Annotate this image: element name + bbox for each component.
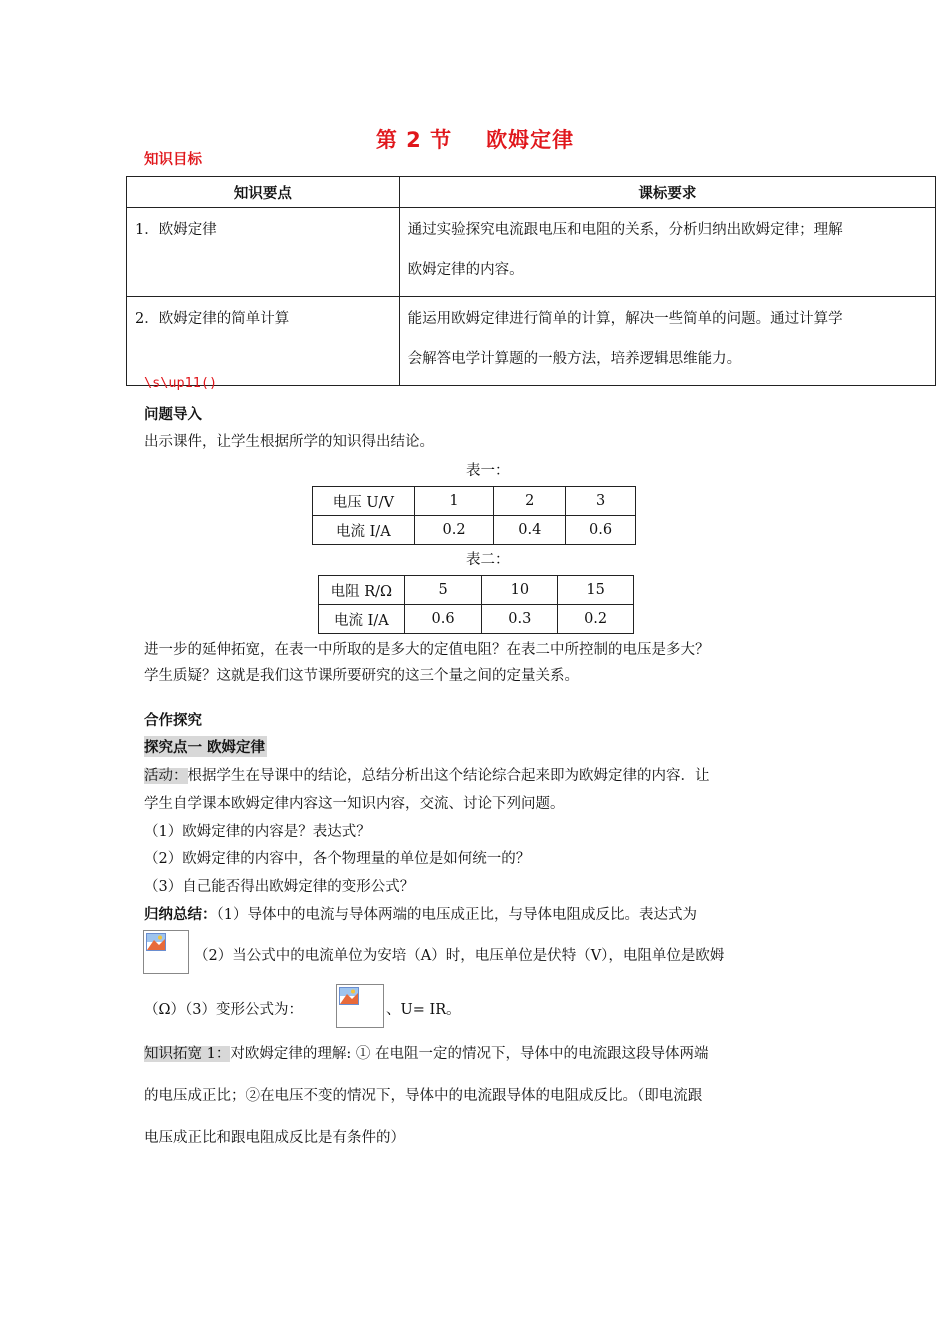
goal-point-cell	[127, 208, 400, 297]
table2-caption: 表二：	[466, 552, 510, 568]
goal-header-point: 知识要点	[127, 177, 400, 208]
goal-point-cell	[127, 297, 400, 386]
activity-line	[144, 764, 710, 785]
table-cell: 15	[558, 576, 634, 605]
table-cell: 0.3	[482, 605, 558, 634]
question-item: （2）欧姆定律的内容中，各个物理量的单位是如何统一的？	[144, 851, 531, 867]
table-cell: 0.6	[566, 516, 636, 545]
goal-requirement-line: 欧姆定律的内容。	[407, 262, 524, 278]
field-code-text: \s\up11()	[144, 375, 218, 391]
table-cell: 电压 U/V	[313, 487, 415, 516]
goal-point-text: 1．欧姆定律	[135, 222, 217, 238]
goal-requirement-cell	[399, 208, 935, 297]
extension-label: 知识拓宽 1：	[144, 1046, 231, 1062]
point1-heading: 探究点一 欧姆定律	[144, 736, 267, 757]
table1-caption: 表一：	[466, 463, 510, 479]
table-cell: 电阻 R/Ω	[319, 576, 405, 605]
section-number: 第 2 节	[375, 128, 453, 152]
section-name: 欧姆定律	[486, 128, 575, 152]
goal-table-row	[127, 297, 936, 386]
summary-text: （1）导体中的电流与导体两端的电压成正比，与导体电阻成反比。表达式为	[216, 907, 697, 923]
table-cell: 0.6	[404, 605, 482, 634]
resistance-current-table	[318, 575, 634, 634]
extend-question-line: 学生质疑？这就是我们这节课所要研究的这三个量之间的定量关系。	[144, 668, 579, 684]
extension-line: 的电压成正比；②在电压不变的情况下，导体中的电流跟导体的电阻成反比。（即电流跟	[144, 1088, 703, 1104]
activity-line: 学生自学课本欧姆定律内容这一知识内容，交流、讨论下列问题。	[144, 796, 565, 812]
activity-text: 根据学生在导课中的结论，总结分析出这个结论综合起来即为欧姆定律的内容．让	[187, 768, 710, 784]
extension-line: 电压成正比和跟电阻成反比是有条件的）	[144, 1130, 405, 1146]
summary-line	[144, 903, 697, 924]
question-item: （1）欧姆定律的内容是？表达式？	[144, 824, 371, 840]
summary-line: （2）当公式中的电流单位为安培（A）时，电压单位是伏特（V），电阻单位是欧姆	[194, 948, 725, 964]
knowledge-goal-heading: 知识目标	[144, 152, 202, 168]
knowledge-goal-table	[126, 176, 936, 386]
goal-requirement-cell	[399, 297, 935, 386]
extension-line	[144, 1042, 708, 1063]
summary-line: （Ω）（3）变形公式为：	[144, 1002, 303, 1018]
image-placeholder-icon	[339, 987, 359, 1005]
table-row	[319, 605, 634, 634]
summary-label: 归纳总结：	[144, 907, 217, 923]
extension-text: 对欧姆定律的理解: ① 在电阻一定的情况下，导体中的电流跟这段导体两端	[230, 1046, 709, 1062]
goal-requirement-line: 能运用欧姆定律进行简单的计算，解决一些简单的问题。通过计算学	[407, 311, 843, 327]
table-cell: 10	[482, 576, 558, 605]
goal-header-requirement: 课标要求	[399, 177, 935, 208]
intro-text: 出示课件，让学生根据所学的知识得出结论。	[144, 434, 434, 450]
table-cell: 0.2	[414, 516, 494, 545]
table-cell: 电流 I/A	[319, 605, 405, 634]
table-cell: 0.4	[494, 516, 566, 545]
formula-image-icon	[336, 984, 384, 1028]
table-cell: 5	[404, 576, 482, 605]
goal-requirement-line: 会解答电学计算题的一般方法，培养逻辑思维能力。	[407, 351, 742, 367]
activity-label: 活动：	[144, 768, 188, 784]
table-cell: 0.2	[558, 605, 634, 634]
table-row	[313, 516, 636, 545]
image-placeholder-icon	[146, 933, 166, 951]
table-row	[319, 576, 634, 605]
table-cell: 3	[566, 487, 636, 516]
goal-requirement-line: 通过实验探究电流跟电压和电阻的关系，分析归纳出欧姆定律；理解	[407, 222, 843, 238]
question-item: （3）自己能否得出欧姆定律的变形公式？	[144, 879, 415, 895]
table-row	[313, 487, 636, 516]
goal-table-row	[127, 208, 936, 297]
intro-heading: 问题导入	[144, 407, 202, 423]
summary-line: 、U= IR。	[386, 1002, 461, 1018]
goal-table-header-row	[127, 177, 936, 208]
table-cell: 2	[494, 487, 566, 516]
formula-image-icon	[143, 930, 189, 974]
goal-point-text: 2．欧姆定律的简单计算	[135, 311, 290, 327]
page-title	[0, 124, 950, 154]
table-cell: 1	[414, 487, 494, 516]
coop-heading: 合作探究	[144, 713, 202, 729]
extend-question-line: 进一步的延伸拓宽，在表一中所取的是多大的定值电阻？在表二中所控制的电压是多大？	[144, 642, 710, 658]
table-cell: 电流 I/A	[313, 516, 415, 545]
voltage-current-table	[312, 486, 636, 545]
